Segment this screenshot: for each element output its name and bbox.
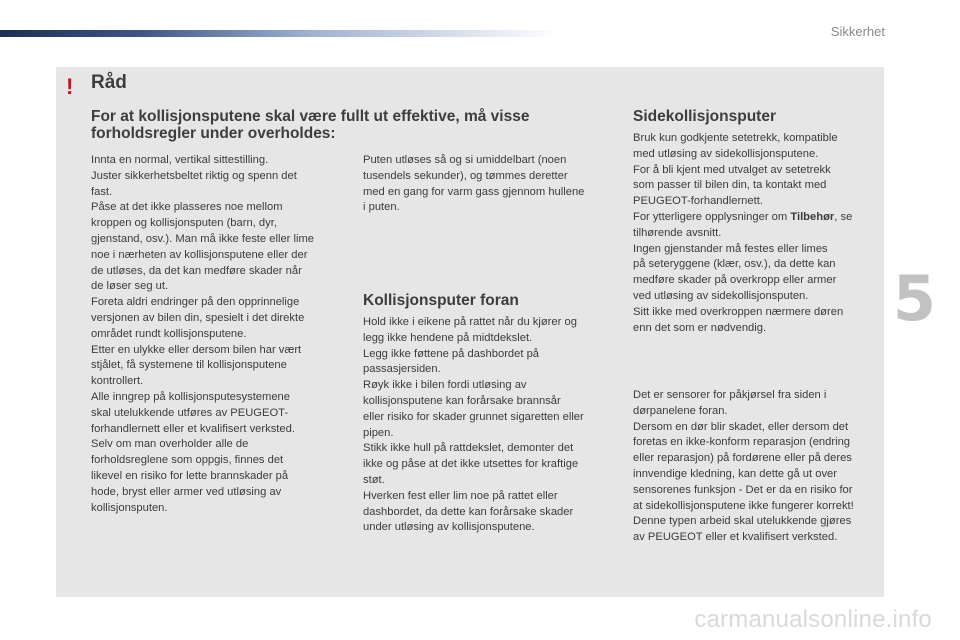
text-line: medføre skader på overkropp eller armer (633, 274, 837, 287)
text-line: innvendige kledning, kan dette gå ut over (633, 467, 838, 480)
main-heading (91, 108, 529, 142)
text-line: området rundt kollisjonsputene. (91, 327, 247, 340)
text-line: Foreta aldri endringer på den opprinnelige (91, 296, 300, 309)
front-airbags-text (363, 315, 584, 536)
text-line: enn det som er nødvendig. (633, 321, 767, 334)
text-line: passasjersiden. (363, 363, 441, 376)
text-line: fast. (91, 185, 113, 198)
text-line: legg ikke hendene på midtdekslet. (363, 331, 533, 344)
text-line: med en gang for varm gass gjennom hullene (363, 185, 585, 198)
text-line: PEUGEOT-forhandlernett. (633, 195, 763, 208)
text-line: forhandlernett eller et kvalifisert verksted. (91, 422, 295, 435)
text-line: med utløsing av sidekollisjonsputene. (633, 147, 819, 160)
text-line: Sitt ikke med overkroppen nærmere døren (633, 305, 844, 318)
text-line: stjålet, få systemene til kollisjonsputene (91, 359, 287, 372)
front-airbags-heading: Kollisjonsputer foran (363, 292, 519, 309)
text-line: hode, bryst eller armer ved utløsing av (91, 485, 282, 498)
text-line: pipen. (363, 426, 394, 439)
text-line: dashbordet, da dette kan forårsake skader (363, 505, 574, 518)
text-line: noe i nærheten av kollisjonsputene eller der (91, 248, 308, 261)
text-line: skal utelukkende utføres av PEUGEOT- (91, 406, 289, 419)
text-line: at sidekollisjonsputene ikke fungerer korrekt! (633, 499, 854, 512)
text-line: versjonen av bilen din, spesielt i det direkte (91, 311, 305, 324)
text-line: eller risiko for skader grunnet sigaretten eller (363, 410, 584, 423)
column-1-text (91, 153, 314, 516)
chapter-number: 5 (892, 262, 936, 335)
text-line: tusendels sekunder), og tømmes deretter (363, 169, 568, 182)
text-line: Hverken fest eller lim noe på rattet eller (363, 489, 558, 502)
main-heading-line: forholdsregler under overholdes: (91, 125, 336, 142)
text-line: Bruk kun godkjente setetrekk, kompatible (633, 132, 838, 144)
text-line: kollisjonsputene kan forårsake brannsår (363, 394, 561, 407)
text-line: Det er sensorer for påkjørsel fra siden i (633, 389, 827, 401)
text-line: ved utløsing av sidekollisjonsputen. (633, 289, 809, 302)
text-line: støt. (363, 473, 385, 486)
text-line: Ingen gjenstander må festes eller limes (633, 242, 828, 255)
warning-icon: ! (66, 74, 74, 99)
panel-title: Råd (91, 72, 127, 93)
text-line: Etter en ulykke eller dersom bilen har vært (91, 343, 302, 356)
text-line: Selv om man overholder alle de (91, 438, 249, 451)
text-line: foretas en ikke-konform reparasjon (endring (633, 436, 851, 449)
text-line: kollisjonsputen. (91, 501, 168, 514)
text-line: dørpanelene foran. (633, 404, 728, 417)
text-line: av PEUGEOT eller et kvalifisert verksted. (633, 531, 838, 544)
text-line: på seteryggene (klær, osv.), da dette kan (633, 258, 836, 271)
text-line: Juster sikkerhetsbeltet riktig og spenn det (91, 169, 297, 182)
text-line: likevel en risiko for lette brannskader på (91, 469, 289, 482)
text-line: Legg ikke føttene på dashbordet på (363, 347, 540, 360)
text-line: Dersom en dør blir skadet, eller dersom det (633, 420, 849, 433)
main-heading-line: For at kollisjonsputene skal være fullt ut effektive, må visse (91, 108, 530, 125)
text-line: Påse at det ikke plasseres noe mellom (91, 201, 283, 214)
header-accent-bar (0, 30, 560, 37)
text-line: ikke og påse at det ikke utsettes for kraftige (363, 458, 579, 471)
text-line: Alle inngrep på kollisjonsputesystemene (91, 390, 291, 403)
text-line: Røyk ikke i bilen fordi utløsing av (363, 379, 527, 392)
text-line: Puten utløses så og si umiddelbart (noen (363, 154, 567, 166)
text-line: kroppen og kollisjonsputen (barn, dyr, (91, 217, 277, 230)
text-line: som passer til bilen din, ta kontakt med (633, 179, 827, 192)
text-line: tilhørende avsnitt. (633, 226, 722, 239)
text-line: kontrollert. (91, 375, 144, 388)
text-line: Innta en normal, vertikal sittestilling. (91, 154, 269, 166)
watermark: carmanualsonline.info (694, 606, 932, 633)
text-line: de løser seg ut. (91, 280, 169, 293)
text-line: Stikk ikke hull på rattdekslet, demonter det (363, 442, 574, 455)
text-line: gjenstand, osv.). Man må ikke feste eller lime (91, 232, 315, 245)
text-line: Hold ikke i eikene på rattet når du kjører og (363, 316, 577, 328)
text-line: eller reparasjon) på fordørene eller på deres (633, 452, 852, 465)
side-airbags-heading: Sidekollisjonsputer (633, 108, 776, 125)
text-line: forholdsreglene som oppgis, finnes det (91, 454, 284, 467)
text-line: For ytterligere opplysninger om Tilbehør, se (633, 210, 853, 223)
sensor-warning-text (633, 388, 854, 546)
text-line: under utløsing av kollisjonsputene. (363, 521, 535, 534)
text-line: Denne typen arbeid skal utelukkende gjøres (633, 515, 852, 528)
text-line: For å bli kjent med utvalget av setetrekk (633, 163, 831, 176)
side-airbags-text (633, 131, 852, 336)
text-line: i puten. (363, 201, 400, 214)
section-title: Sikkerhet (830, 24, 885, 39)
text-line: sensorenes funksjon - Det er da en risiko for (633, 483, 853, 496)
text-line: de utløses, da det kan medføre skader når (91, 264, 302, 277)
column-2-intro-text (363, 153, 584, 216)
accessories-term: Tilbehør (790, 210, 835, 223)
